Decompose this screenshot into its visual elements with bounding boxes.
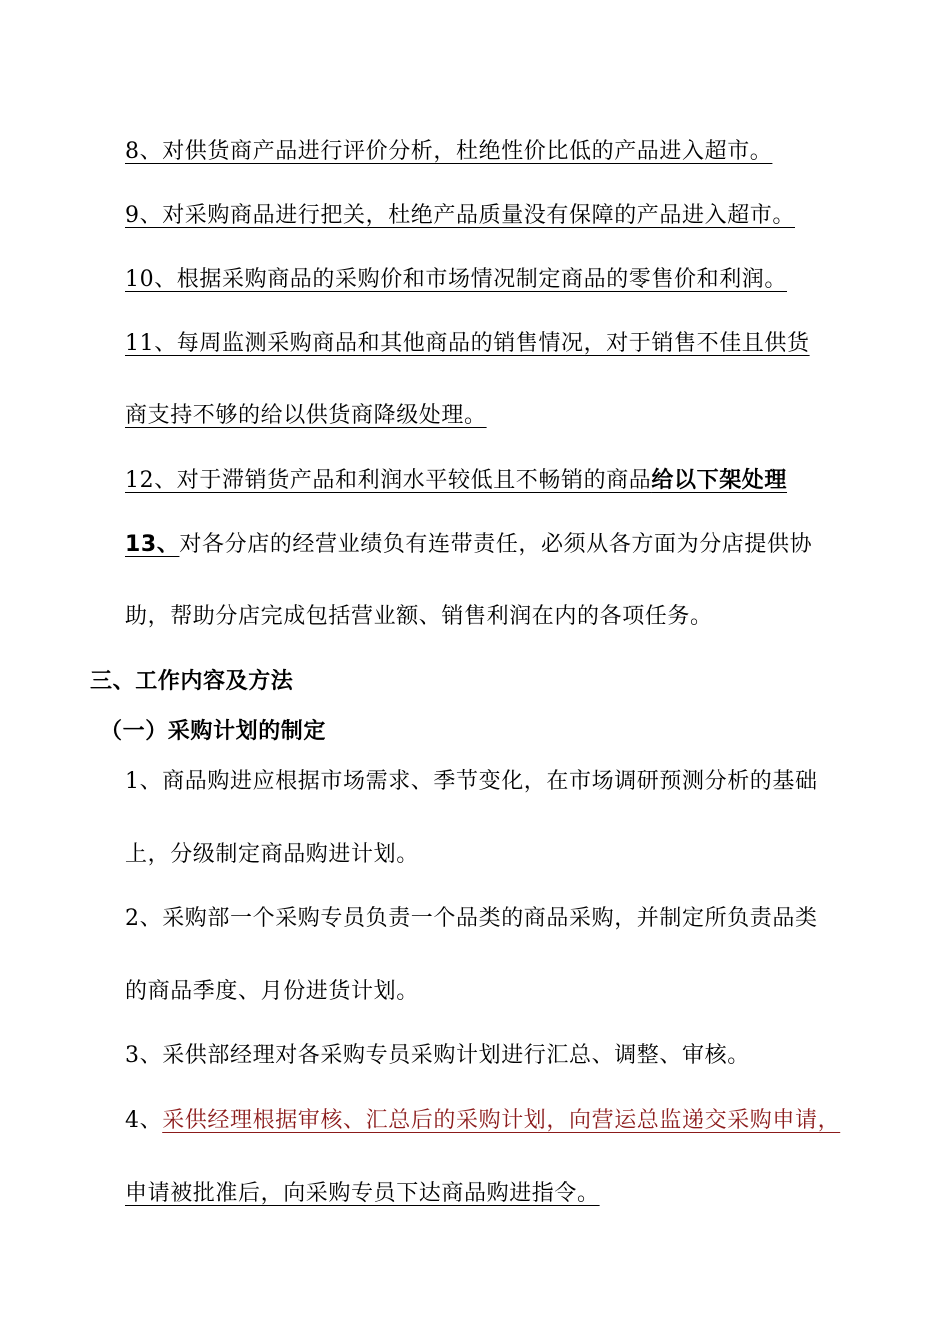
item-13-line2: 助，帮助分店完成包括营业额、销售利润在内的各项任务。 [125, 604, 713, 629]
item-12-bold: 给以下架处理 [651, 468, 788, 493]
plan-4-number: 4、 [125, 1108, 163, 1133]
section-subtitle: （一）采购计划的制定 [100, 719, 327, 744]
plan-4-line2: 申请被批准后，向采购专员下达商品购进指令。 [125, 1181, 600, 1206]
plan-4-text: 采供经理根据审核、汇总后的采购计划，向营运总监递交采购申请， [162, 1108, 841, 1133]
item-11-line2: 商支持不够的给以供货商降级处理。 [125, 403, 487, 428]
plan-4-line1 [125, 1107, 840, 1135]
section-title: 三、工作内容及方法 [90, 669, 294, 694]
plan-3: 3、采供部经理对各采购专员采购计划进行汇总、调整、审核。 [125, 1043, 750, 1068]
item-13-number: 13、 [125, 532, 180, 557]
item-13-line1 [125, 531, 812, 559]
plan-1-line1: 1、商品购进应根据市场需求、季节变化，在市场调研预测分析的基础 [125, 769, 818, 794]
item-12-text: 12、对于滞销货产品和利润水平较低且不畅销的商品 [125, 468, 652, 493]
item-12 [125, 467, 787, 495]
item-13-text: 对各分店的经营业绩负有连带责任，必须从各方面为分店提供协 [179, 532, 813, 557]
item-9: 9、对采购商品进行把关，杜绝产品质量没有保障的产品进入超市。 [125, 203, 795, 228]
item-8: 8、对供货商产品进行评价分析，杜绝性价比低的产品进入超市。 [125, 139, 773, 164]
plan-1-line2: 上，分级制定商品购进计划。 [125, 842, 419, 867]
plan-2-line2: 的商品季度、月份进货计划。 [125, 979, 419, 1004]
item-10: 10、根据采购商品的采购价和市场情况制定商品的零售价和利润。 [125, 267, 787, 292]
plan-2-line1: 2、采购部一个采购专员负责一个品类的商品采购，并制定所负责品类 [125, 906, 818, 931]
item-11-line1: 11、每周监测采购商品和其他商品的销售情况，对于销售不佳且供货 [125, 331, 810, 356]
